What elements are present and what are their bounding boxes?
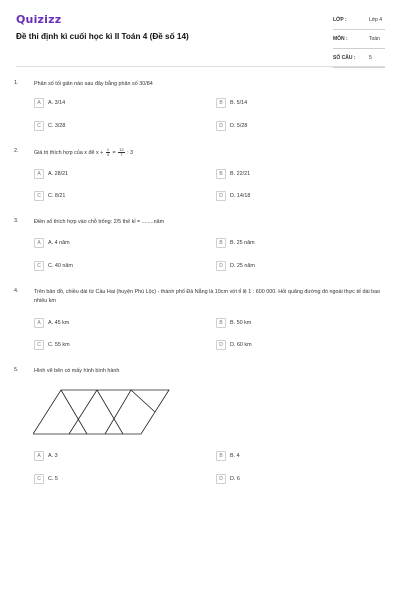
option-text: C. 40 năm	[48, 263, 73, 269]
question-text: Điền số thích hợp vào chỗ trống: 2/5 thế kỉ = ........năm	[34, 219, 165, 225]
equation-part: =	[112, 149, 116, 156]
question-text: Trên bản đồ, chiều dài từ Cầu Hai (huyện Phú Lộc) - thành phố Đà Nẵng là 10cm với tỉ lệ 1 : 600 000. Hỏi quãng đường đó ngoài thực tế dài bao nhiêu km	[34, 289, 381, 304]
question-text-lead: Giá trị thích hợp của x để	[34, 149, 95, 156]
meta-label: LỚP :	[333, 17, 347, 23]
fraction: $\frac{12}{7}$	[119, 147, 124, 157]
meta-label: MÔN :	[333, 36, 348, 42]
parallelogram-figure	[33, 388, 171, 436]
option-letter: A	[34, 451, 44, 461]
question-number: 2.	[14, 148, 19, 154]
option-letter: D	[216, 474, 226, 484]
option-letter: A	[34, 318, 44, 328]
question-text: Phân số tối giản nào sau đây bằng phân số 30/84	[34, 81, 153, 87]
equation-part: : 3	[127, 149, 134, 156]
option-letter: B	[216, 238, 226, 248]
option-letter: A	[34, 169, 44, 179]
figure-segment	[131, 390, 155, 412]
option-text: D. 25 năm	[230, 263, 255, 269]
meta-row-subject	[333, 33, 385, 49]
option-text: D. 5/28	[230, 123, 248, 129]
option-letter: B	[216, 451, 226, 461]
meta-value: 5	[369, 55, 372, 61]
option-text: A. 45 km	[48, 320, 70, 326]
figure-segment	[97, 390, 123, 434]
option-letter: B	[216, 98, 226, 108]
meta-value: Lớp 4	[369, 17, 383, 23]
option-letter: D	[216, 191, 226, 201]
question-text: Hình vẽ bên có mấy hình bình hành	[34, 368, 120, 374]
option-letter: A	[34, 238, 44, 248]
figure-segment	[105, 390, 131, 434]
option-text: D. 6	[230, 476, 240, 482]
meta-row-class	[333, 14, 385, 30]
option-letter: D	[216, 121, 226, 131]
fraction: $\frac{1}{3}$	[106, 147, 110, 157]
meta-panel	[333, 14, 385, 71]
option-text: C. 3/28	[48, 123, 66, 129]
option-letter: D	[216, 261, 226, 271]
option-text: B. 22/21	[230, 171, 251, 177]
question-text	[34, 148, 384, 157]
option-text: B. 25 năm	[230, 240, 255, 246]
option-letter: C	[34, 474, 44, 484]
question-number: 3.	[14, 218, 19, 224]
option-text: A. 28/21	[48, 171, 69, 177]
option-letter: C	[34, 340, 44, 350]
option-letter: D	[216, 340, 226, 350]
meta-value: Toán	[369, 36, 380, 42]
option-letter: C	[34, 121, 44, 131]
equation-part: x +	[95, 149, 104, 156]
page-title: Đề thi định kì cuối học kì II Toán 4 (Đề số 14)	[16, 32, 189, 41]
option-text: A. 3/14	[48, 100, 66, 106]
question-number: 4.	[14, 288, 19, 294]
option-text: C. 8/21	[48, 193, 66, 199]
option-text: B. 5/14	[230, 100, 248, 106]
header-divider	[16, 66, 385, 67]
option-text: C. 5	[48, 476, 58, 482]
option-text: A. 4 năm	[48, 240, 70, 246]
option-letter: B	[216, 169, 226, 179]
option-text: D. 14/18	[230, 193, 251, 199]
option-letter: B	[216, 318, 226, 328]
option-letter: A	[34, 98, 44, 108]
option-letter: C	[34, 261, 44, 271]
option-letter: C	[34, 191, 44, 201]
meta-label: SỐ CÂU :	[333, 55, 356, 61]
option-text: B. 4	[230, 453, 240, 459]
option-text: A. 3	[48, 453, 58, 459]
question-number: 1.	[14, 80, 19, 86]
option-text: C. 55 km	[48, 342, 70, 348]
option-text: D. 60 km	[230, 342, 252, 348]
question-number: 5.	[14, 367, 19, 373]
quizizz-logo: Quizizz	[16, 13, 62, 26]
option-text: B. 50 km	[230, 320, 252, 326]
